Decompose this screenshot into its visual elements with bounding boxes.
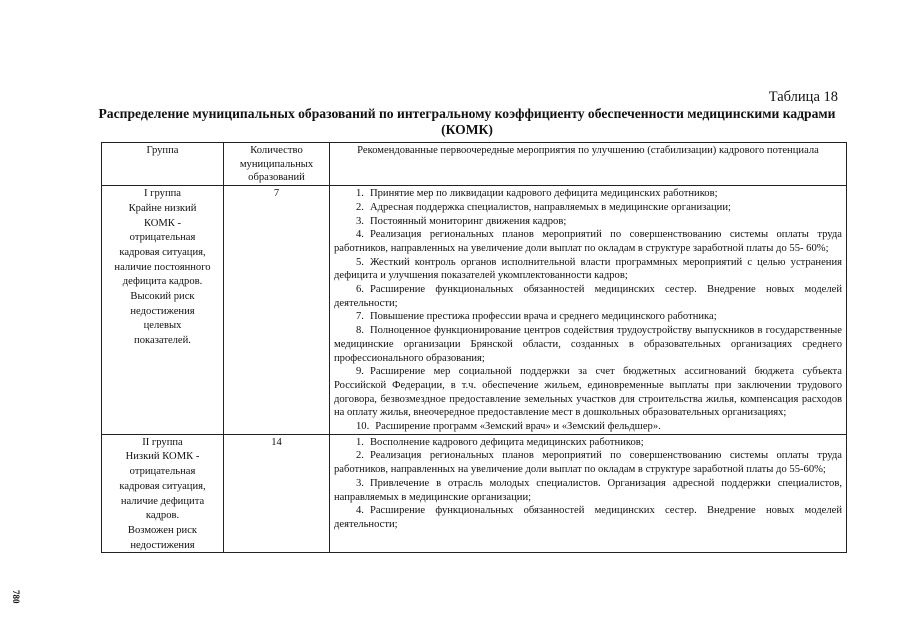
group-line: кадровая ситуация,: [119, 246, 206, 258]
measures-cell: [330, 434, 847, 553]
group-line: Низкий КОМК -: [125, 451, 200, 463]
group-line: недостижения: [130, 305, 195, 317]
measure-number: 10.: [356, 421, 370, 433]
document-title: Распределение муниципальных образований по интегральному коэффициенту обеспеченности медицинскими кадрами (КОМК): [98, 106, 836, 137]
count-value: 14: [271, 436, 282, 448]
measure-item: [334, 449, 842, 476]
distribution-table: [101, 142, 847, 553]
group-line: отрицательная: [129, 232, 196, 244]
measure-text: Реализация региональных планов мероприятий по совершенствованию системы оплаты труда работников, направленных на увеличение доли выплат по окладам в структуре заработной платы до 55-60%;: [334, 450, 842, 476]
count-cell: [224, 434, 330, 553]
group-line: кадровая ситуация,: [119, 480, 206, 492]
measure-item: [334, 436, 842, 450]
group-line: недостижения: [130, 539, 195, 551]
measure-text: Привлечение в отрасль молодых специалистов. Организация адресной поддержки специалистов, направляемых в медицинские организации;: [334, 477, 842, 503]
group-line: дефицита кадров.: [122, 276, 203, 288]
measure-text: Жесткий контроль органов исполнительной власти программных мероприятий с целью устранения дефицита и улучшения показателей укомплектованности кадров;: [334, 256, 842, 282]
measure-item: [334, 228, 842, 255]
measure-text: Повышение престижа профессии врача и среднего медицинского работника;: [369, 311, 717, 323]
group-line: I группа: [143, 188, 182, 200]
group-line: Высокий риск: [130, 291, 195, 303]
measures-cell: [330, 186, 847, 435]
measure-number: 9.: [356, 366, 364, 378]
measure-number: 8.: [356, 325, 364, 337]
measure-number: 4.: [356, 229, 364, 241]
measure-item: [334, 256, 842, 283]
measure-number: 7.: [356, 311, 364, 323]
measure-item: [334, 201, 842, 215]
count-cell: [224, 186, 330, 435]
measure-text: Расширение функциональных обязанностей медицинских сестер. Внедрение новых моделей деятельности;: [334, 505, 842, 530]
measure-text: Полноценное функционирование центров содействия трудоустройству выпускников в государственные медицинские организации Брянской области, созданных в образовательных организациях среднего профессионального образования;: [334, 325, 842, 364]
measure-number: 1.: [356, 436, 364, 448]
group-line: Крайне низкий: [128, 202, 197, 214]
measure-item: [334, 504, 842, 531]
measure-item: [334, 215, 842, 229]
measure-item: [334, 420, 842, 434]
measure-text: Реализация региональных планов мероприятий по совершенствованию системы оплаты труда работников, направленных на увеличение доли выплат по окладам в структуре заработной платы до 55- 60%;: [334, 229, 842, 254]
group-cell: [102, 186, 224, 435]
group-line: КОМК -: [143, 217, 182, 229]
group-line: Возможен риск: [127, 524, 198, 536]
group-line: наличие постоянного: [114, 261, 211, 273]
measure-number: 5.: [356, 256, 364, 268]
group-cell: [102, 434, 224, 553]
table-number-label: Таблица 18: [768, 89, 838, 105]
header-count: Количество муниципальных образований: [224, 143, 330, 186]
group-line: отрицательная: [129, 466, 196, 478]
measure-item: [334, 310, 842, 324]
measure-item: [334, 187, 842, 201]
measure-number: 6.: [356, 284, 364, 296]
measure-number: 1.: [356, 188, 364, 200]
table-row: [102, 434, 847, 553]
measure-text: Расширение программ «Земский врач» и «Земский фельдшер».: [375, 421, 661, 433]
measure-number: 3.: [356, 215, 364, 227]
measure-number: 2.: [356, 450, 364, 462]
header-group: Группа: [102, 143, 224, 186]
page-number: 780: [11, 590, 21, 604]
group-line: II группа: [142, 436, 183, 448]
measure-text: Расширение мер социальной поддержки за счет бюджетных ассигнований бюджета субъекта Российской Федерации, в т.ч. обеспечение жильем, единовременные выплаты при заключении трудового договора, безвозмездное предоставление земельных участков для строительства жилья, компенсация расходов на оплату жилья, внеочередное предоставление мест в дошкольных образовательных организациях;: [334, 366, 842, 419]
measure-number: 4.: [356, 505, 364, 517]
measure-item: [334, 365, 842, 420]
group-line: наличие дефицита: [120, 495, 205, 507]
measure-text: Адресная поддержка специалистов, направляемых в медицинские организации;: [369, 201, 731, 213]
measure-text: Восполнение кадрового дефицита медицинских работников;: [369, 436, 644, 448]
count-value: 7: [273, 188, 280, 200]
table-header-row: [102, 143, 847, 186]
measure-item: [334, 283, 842, 310]
measure-text: Принятие мер по ликвидации кадрового дефицита медицинских работников;: [369, 188, 718, 200]
table-row: [102, 186, 847, 435]
header-measures: Рекомендованные первоочередные мероприятия по улучшению (стабилизации) кадрового потенциала: [330, 143, 847, 186]
group-line: показателей.: [134, 335, 191, 347]
group-line: кадров.: [145, 510, 180, 522]
measure-item: [334, 477, 842, 504]
measure-number: 2.: [356, 201, 364, 213]
measure-item: [334, 324, 842, 365]
measure-number: 3.: [356, 477, 364, 489]
measure-text: Расширение функциональных обязанностей медицинских сестер. Внедрение новых моделей деятельности;: [334, 284, 842, 309]
group-line: целевых: [143, 320, 182, 332]
measure-text: Постоянный мониторинг движения кадров;: [369, 215, 567, 227]
